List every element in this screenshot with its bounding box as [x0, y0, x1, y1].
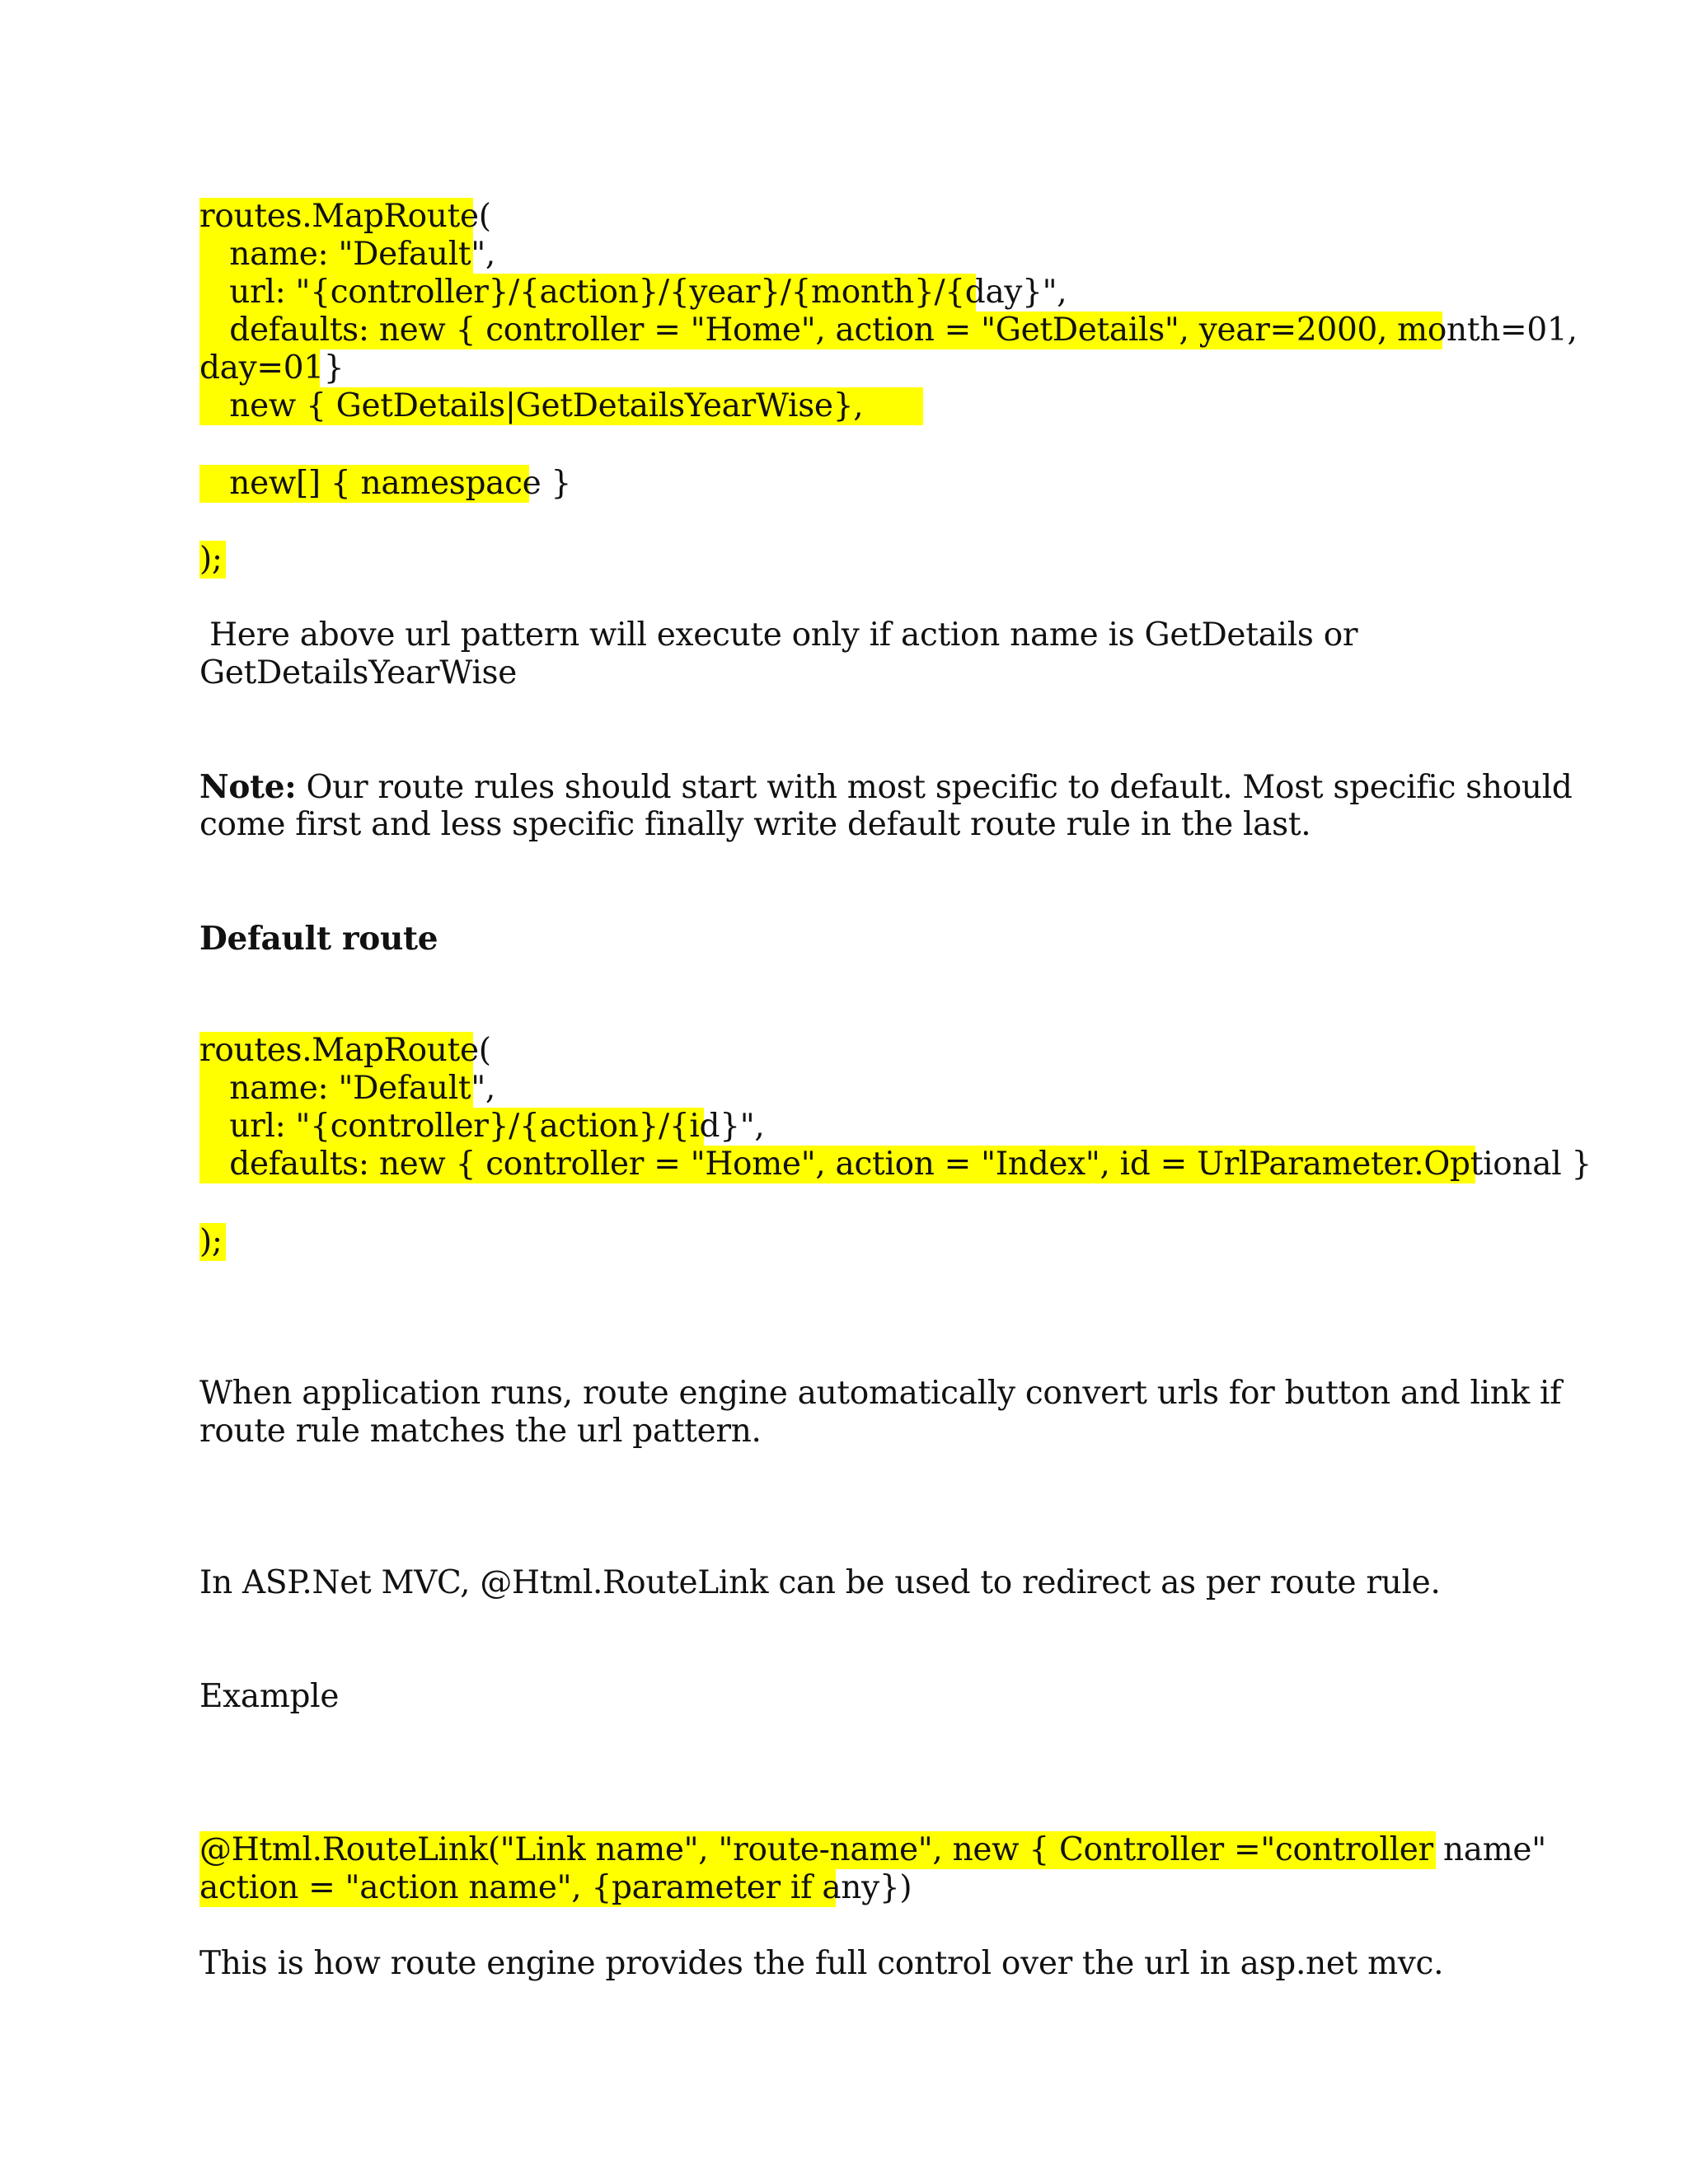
paragraph-line: GetDetailsYearWise — [199, 654, 518, 691]
code-line — [199, 465, 572, 503]
code-line — [199, 1032, 491, 1070]
example-label: Example — [199, 1678, 340, 1715]
code-text: defaults: new { controller = "Home", action = "Index", id = UrlParameter.Optional } — [199, 1146, 1592, 1183]
code-text: ); — [199, 1223, 226, 1261]
note-line: come first and less specific finally write default route rule in the last. — [199, 806, 1311, 843]
code-line — [199, 1223, 226, 1261]
code-line — [199, 1869, 912, 1907]
code-text: routes.MapRoute( — [199, 1032, 491, 1069]
code-text: new { GetDetails|GetDetailsYearWise}, — [199, 387, 923, 425]
code-line — [199, 349, 345, 387]
code-text: url: "{controller}/{action}/{id}", — [199, 1108, 765, 1145]
code-text: url: "{controller}/{action}/{year}/{month}/{day}", — [199, 274, 1067, 311]
code-line — [199, 1108, 765, 1146]
code-text: new[] { namespace } — [199, 465, 572, 502]
code-line — [199, 312, 1578, 349]
code-text: day=01} — [199, 349, 345, 387]
code-text: name: "Default", — [199, 1070, 496, 1107]
note-label: Note: — [199, 768, 297, 806]
paragraph-line: Here above url pattern will execute only if action name is GetDetails or — [199, 616, 1358, 654]
paragraph-line: route rule matches the url pattern. — [199, 1413, 762, 1450]
code-line — [199, 1831, 1546, 1869]
paragraph-line: In ASP.Net MVC, @Html.RouteLink can be used to redirect as per route rule. — [199, 1564, 1441, 1601]
code-line — [199, 274, 1067, 312]
paragraph-line: When application runs, route engine automatically convert urls for button and link if — [199, 1375, 1562, 1412]
code-text: ); — [199, 541, 226, 579]
code-text: action = "action name", {parameter if any}) — [199, 1869, 912, 1906]
code-line — [199, 541, 226, 579]
code-text: name: "Default", — [199, 236, 496, 273]
code-line — [199, 1070, 496, 1108]
paragraph-line: This is how route engine provides the full control over the url in asp.net mvc. — [199, 1945, 1444, 1982]
code-text: defaults: new { controller = "Home", action = "GetDetails", year=2000, month=01, — [199, 312, 1578, 349]
code-text: @Html.RouteLink("Link name", "route-name", new { Controller ="controller name" — [199, 1831, 1546, 1868]
code-line — [199, 387, 923, 425]
code-line — [199, 236, 496, 274]
section-heading: Default route — [199, 920, 438, 958]
code-line — [199, 1146, 1592, 1183]
code-line — [199, 198, 491, 236]
note-line — [199, 768, 1573, 807]
code-text: routes.MapRoute( — [199, 198, 491, 235]
note-text: Our route rules should start with most specific to default. Most specific should — [296, 769, 1573, 806]
